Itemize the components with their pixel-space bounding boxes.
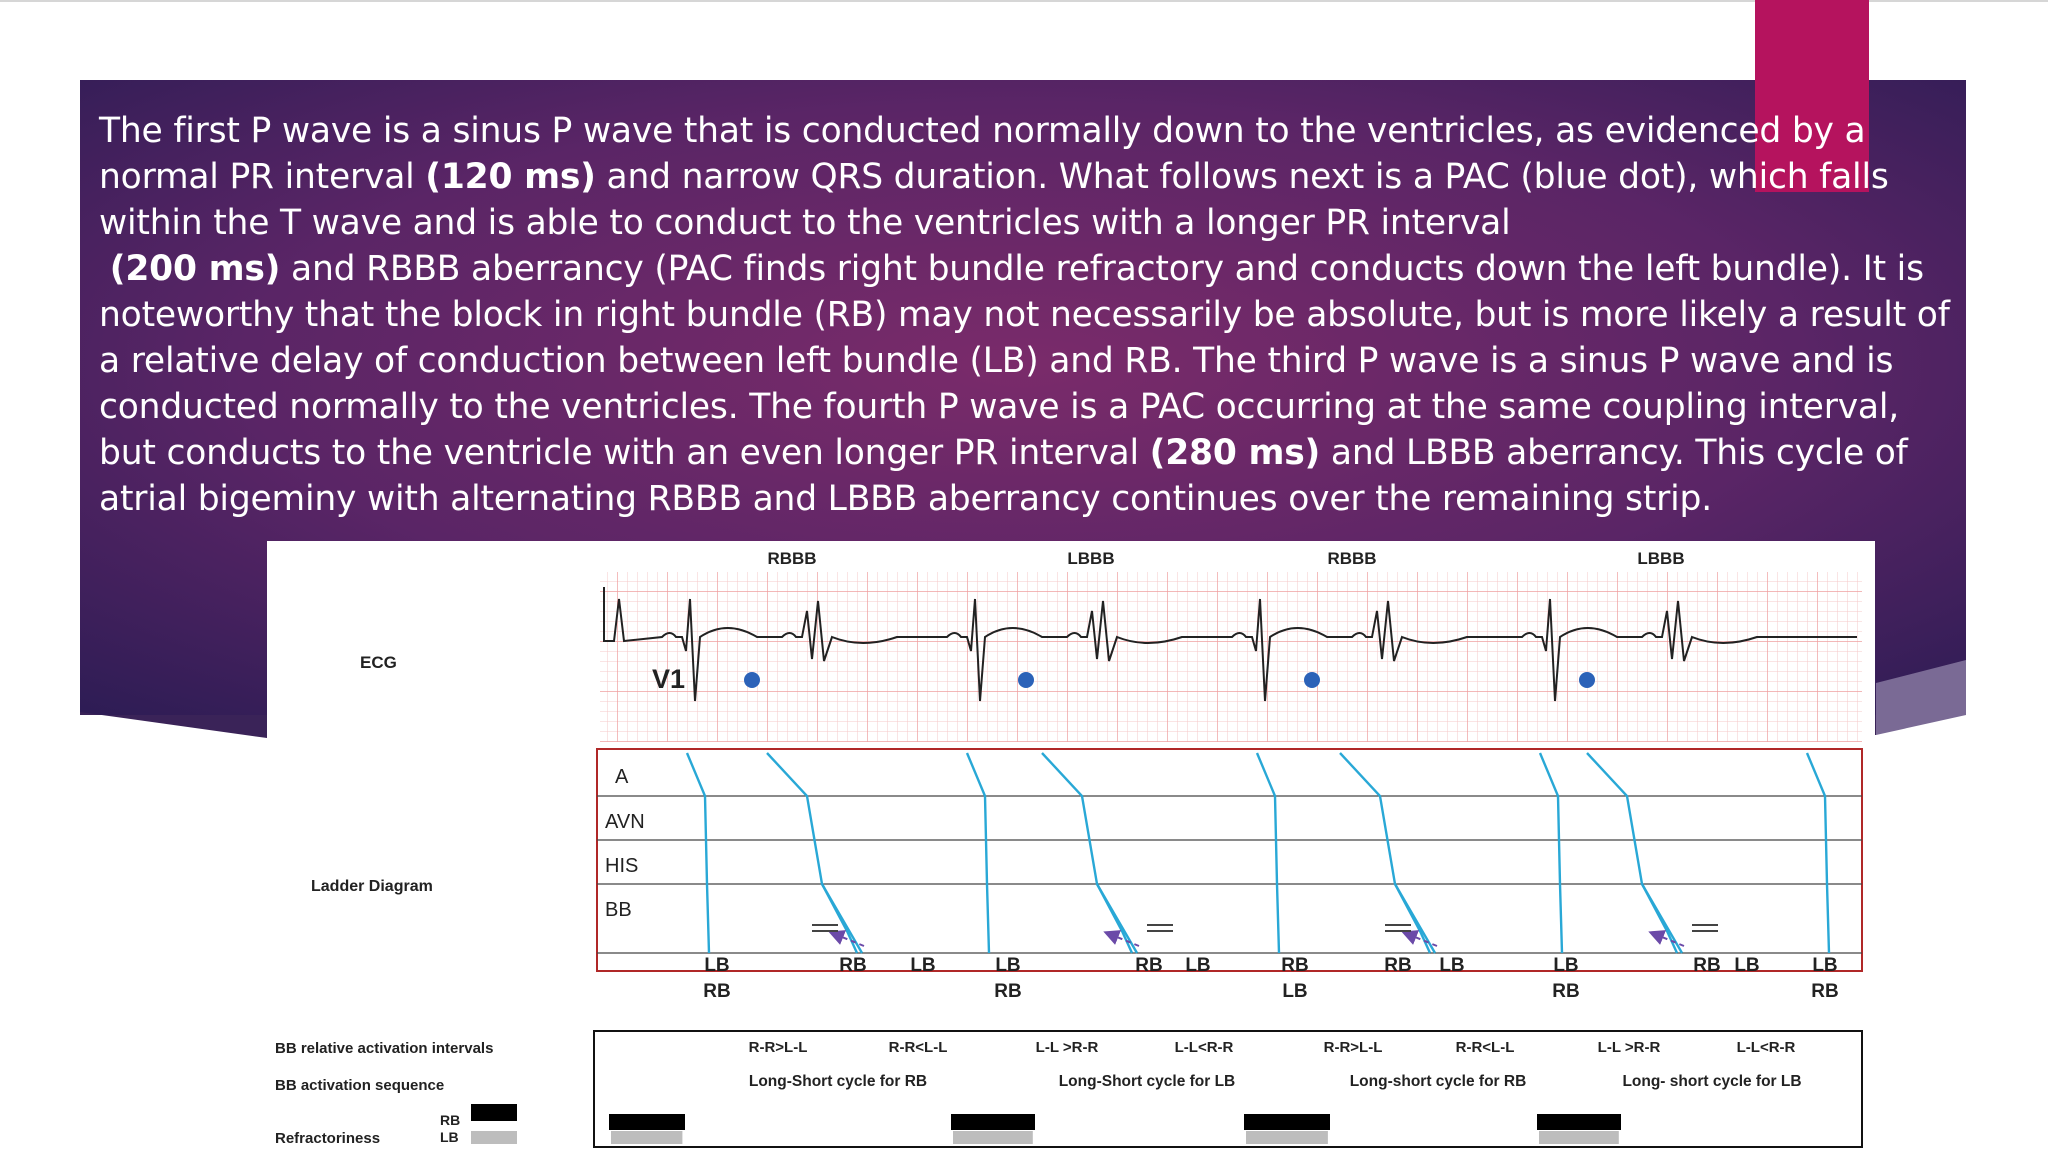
beat-label-top-5: LB [1185,955,1211,976]
block-label-2: RBBB [1327,549,1377,568]
interval-6: L-L >R-R [1597,1039,1661,1056]
rb-refractory-2 [1244,1114,1330,1130]
beat-label-bottom-3: RB [994,981,1022,1002]
pr-200: (200 ms) [109,249,281,289]
beat-label-top-11: LB [1734,955,1760,976]
para-text-3: and RBBB aberrancy (PAC finds right bundle refractory and conducts down the left bundle). It is noteworthy that the block in right bundle (RB) may not necessarily be absolute, but is more likely a result of a relative delay of conduction between left bundle (LB) and RB. The third P wave is a sinus P wave and is conducted normally to the ventricles. The fourth P wave is a PAC occurring at the same coupling interval, but conducts to the ventricle with an even longer PR interval [99,249,1950,473]
beat-label-top-3: LB [995,955,1021,976]
pac-dot-0 [744,672,760,688]
beat-label-top-6: RB [1281,955,1309,976]
pac-dot-3 [1579,672,1595,688]
beat-label-top-7: RB [1384,955,1412,976]
para-text-1: The first P wave is a sinus P wave that is conducted normally down to the ventricles, as evidenced by a normal PR interval [99,111,1866,197]
sequence-row-label: BB activation sequence [275,1077,445,1094]
beat-label-top-2: LB [910,955,936,976]
beat-label-top-4: RB [1135,955,1163,976]
para-text-4: and LBBB aberrancy. This cycle of atrial bigeminy with alternating RBBB and LBBB aberrancy continues over the remaining strip. [99,433,1908,519]
pac-dot-2 [1304,672,1320,688]
interval-5: R-R<L-L [1455,1039,1515,1056]
beat-label-bottom-0: RB [703,981,731,1002]
beat-label-top-10: RB [1693,955,1721,976]
legend-rb-label: RB [440,1112,461,1128]
refractoriness-row-label: Refractoriness [275,1130,381,1147]
interval-2: L-L >R-R [1035,1039,1099,1056]
block-label-3: LBBB [1637,549,1685,568]
block-label-0: RBBB [767,549,817,568]
interval-3: L-L<R-R [1174,1039,1234,1056]
figure-canvas [267,541,1875,1151]
interval-labels [749,1039,1796,1056]
beat-label-bottom-9: RB [1552,981,1580,1002]
ladder-row-bb: BB [605,899,632,921]
beat-label-bottom-12: RB [1811,981,1839,1002]
interval-0: R-R>L-L [748,1039,808,1056]
lb-refractory-2 [1246,1131,1328,1144]
pr-120: (120 ms) [425,157,596,197]
ladder-row-avn: AVN [605,811,645,833]
lb-refractory-0 [611,1131,682,1144]
intervals-row-label: BB relative activation intervals [275,1040,494,1057]
interval-4: R-R>L-L [1323,1039,1383,1056]
block-labels [767,549,1684,568]
pr-280: (280 ms) [1149,433,1321,473]
ecg-ladder-figure [267,541,1875,1151]
interval-1: R-R<L-L [888,1039,948,1056]
cycle-labels [749,1073,1802,1090]
ladder-row-a: A [615,766,629,788]
ladder-row-his: HIS [605,855,639,877]
cycle-0: Long-Short cycle for RB [748,1073,928,1090]
cycle-2: Long-short cycle for RB [1349,1073,1527,1090]
lead-label-v1: V1 [652,664,686,694]
cycle-1: Long-Short cycle for LB [1058,1073,1236,1090]
lb-refractory-1 [953,1131,1033,1144]
refractory-bars [609,1114,1621,1144]
legend-lb-label: LB [440,1129,459,1145]
rb-refractory-1 [951,1114,1035,1130]
lb-refractory-3 [1539,1131,1619,1144]
beat-label-bottom-6: LB [1282,981,1308,1002]
rb-refractory-0 [609,1114,685,1130]
beat-label-top-0: LB [704,955,730,976]
beat-label-top-1: RB [839,955,867,976]
block-label-1: LBBB [1067,549,1115,568]
explanation-paragraph [99,108,1959,522]
beat-label-top-9: LB [1553,955,1579,976]
cycle-3: Long- short cycle for LB [1622,1073,1802,1090]
ladder-row-label: Ladder Diagram [311,878,433,895]
pac-dot-1 [1018,672,1034,688]
beat-label-top-8: LB [1439,955,1465,976]
ecg-row-label: ECG [360,653,397,672]
rb-refractory-3 [1537,1114,1621,1130]
interval-7: L-L<R-R [1736,1039,1796,1056]
legend-lb-swatch [471,1131,517,1144]
beat-label-top-12: LB [1812,955,1838,976]
para-text-2: and narrow QRS duration. What follows next is a PAC (blue dot), which falls within the T wave and is able to conduct to the ventricles with a longer PR interval [99,157,1889,243]
legend-rb-swatch [471,1104,517,1121]
